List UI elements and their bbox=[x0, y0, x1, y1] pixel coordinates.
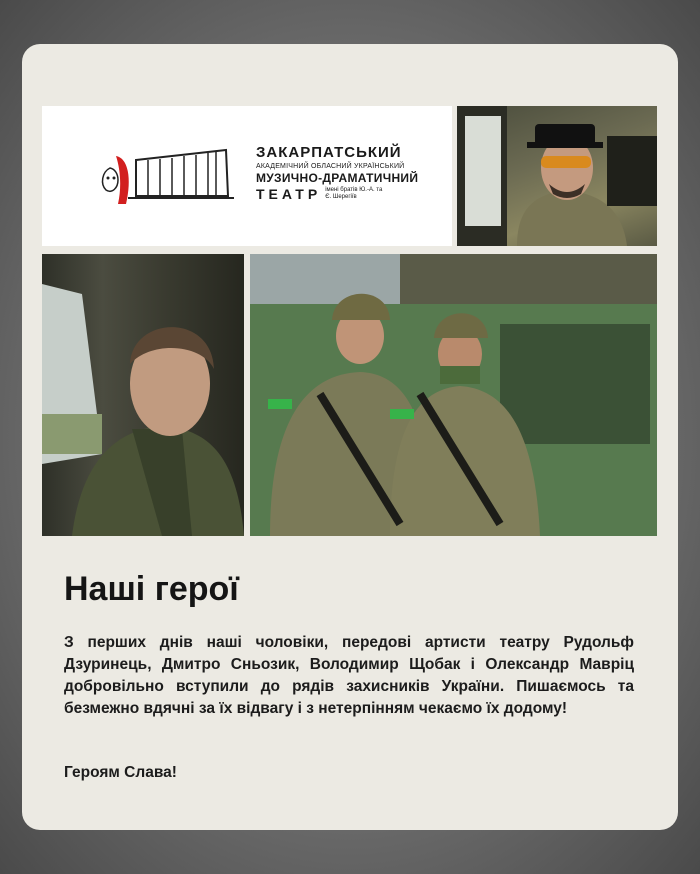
logo-line-2: АКАДЕМІЧНИЙ ОБЛАСНИЙ УКРАЇНСЬКИЙ bbox=[256, 163, 405, 170]
body-paragraph: З перших днів наші чоловіки, передові артисти театру Рудольф Дзуринець, Дмитро Сньозик, Володимир Щобак і Олександр Мавріц добровільно вступили до рядів захисників України. Пишаємось та безмежно вдячні за їх відвагу і з нетерпінням чекаємо їх додому! bbox=[64, 634, 634, 717]
post-card bbox=[22, 44, 678, 830]
page-title: Наші герої bbox=[64, 570, 239, 608]
slogan: Героям Слава! bbox=[64, 764, 177, 781]
logo-line-1: ЗАКАРПАТСЬКИЙ bbox=[256, 144, 402, 161]
theatre-logo bbox=[42, 106, 452, 246]
photo-two-soldiers-vehicle bbox=[250, 254, 657, 536]
theatre-building-icon bbox=[88, 138, 238, 218]
logo-line-3: МУЗИЧНО-ДРАМАТИЧНИЙ bbox=[256, 171, 419, 185]
logo-line-4: ТЕАТР bbox=[256, 186, 322, 202]
photo-soldier-profile bbox=[42, 254, 244, 536]
photo-soldier-in-car-cap bbox=[457, 106, 657, 246]
logo-line-5: імені братів Ю.-А. та Є. Шерегіїв bbox=[325, 187, 383, 200]
